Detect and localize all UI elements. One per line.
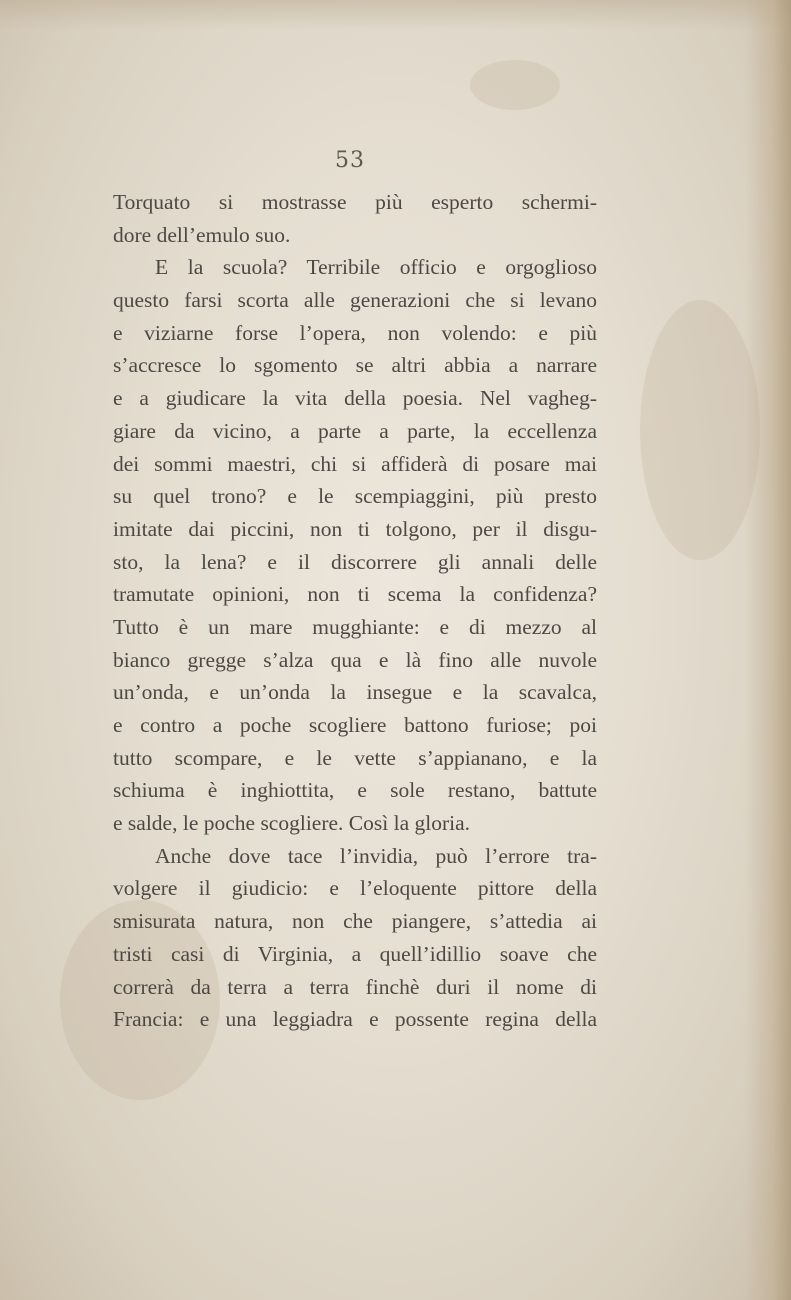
paragraph [113, 186, 597, 251]
text-line: dei sommi maestri, chi si affiderà di posare mai [113, 451, 597, 476]
text-line: questo farsi scorta alle generazioni che si levano [113, 288, 597, 313]
text-line: sto, la lena? e il discorrere gli annali delle [113, 549, 597, 574]
page-edge-shadow [745, 0, 791, 1300]
page-top-shadow [0, 0, 791, 30]
text-line: su quel trono? e le scempiaggini, più presto [113, 484, 597, 509]
text-line: e salde, le poche scogliere. Così la gloria. [113, 811, 471, 836]
text-line: E la scuola? Terribile officio e orgoglioso [155, 255, 597, 280]
page-number: 53 [335, 148, 365, 173]
text-line: Torquato si mostrasse più esperto schermi- [113, 190, 597, 214]
text-line: s’accresce lo sgomento se altri abbia a narrare [113, 353, 597, 378]
text-line: Tutto è un mare mugghiante: e di mezzo al [113, 614, 597, 639]
text-line: Anche dove tace l’invidia, può l’errore tra- [155, 843, 597, 868]
text-line: e a giudicare la vita della poesia. Nel vagheg- [113, 386, 597, 411]
text-line: tramutate opinioni, non ti scema la confidenza? [113, 582, 597, 607]
text-line: smisurata natura, non che piangere, s’attedia ai [113, 909, 597, 934]
text-line: correrà da terra a terra finchè duri il nome di [113, 974, 597, 999]
text-line: e contro a poche scogliere battono furiose; poi [113, 713, 597, 737]
text-line: volgere il giudicio: e l’eloquente pittore della [113, 876, 597, 901]
text-line: dore dell’emulo suo. [113, 222, 291, 247]
text-line: un’onda, e un’onda la insegue e la scavalca, [113, 680, 597, 705]
paper-stain [470, 60, 560, 110]
paragraph [113, 251, 597, 839]
text-line: bianco gregge s’alza qua e là fino alle nuvole [113, 647, 597, 672]
paper-stain [640, 300, 760, 560]
text-line: schiuma è inghiottita, e sole restano, battute [113, 778, 597, 803]
text-line: Francia: e una leggiadra e possente regina della [113, 1007, 597, 1032]
paragraph [113, 840, 597, 1036]
text-line: giare da vicino, a parte a parte, la eccellenza [113, 418, 597, 443]
text-line: tristi casi di Virginia, a quell’idillio soave che [113, 941, 597, 966]
text-line: e viziarne forse l’opera, non volendo: e più [113, 320, 597, 345]
text-line: tutto scompare, e le vette s’appianano, e la [113, 745, 597, 770]
text-line: imitate dai piccini, non ti tolgono, per il disgu- [113, 516, 597, 541]
body-text [113, 186, 597, 1036]
